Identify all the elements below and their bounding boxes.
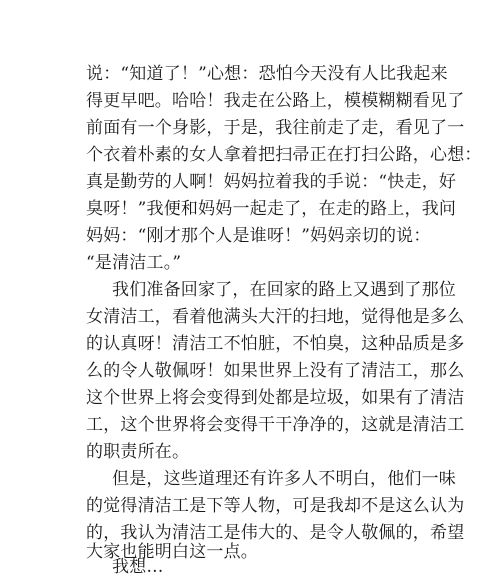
paragraph-first-line: 但是，这些道理还有许多人不明白，他们一味 [112, 469, 456, 489]
text-line: 的，我认为清洁工是伟大的、是令人敬佩的，希望 [86, 523, 465, 543]
text-line: 女清洁工，看着他满头大汗的扫地，觉得他是多么 [86, 307, 465, 327]
text-line: 的觉得清洁工是下等人物，可是我却不是这么认为 [86, 496, 465, 516]
text-line: 妈妈：“刚才那个人是谁呀！”妈妈亲切的说： [86, 226, 431, 246]
text-line: 臭呀！”我便和妈妈一起走了，在走的路上，我问 [86, 199, 457, 219]
cut-off-line-container [112, 556, 466, 577]
text-line: 么的令人敬佩呀！如果世界上没有了清洁工，那么 [86, 361, 465, 381]
text-line: 真是勤劳的人啊！妈妈拉着我的手说：“快走，好 [86, 172, 457, 192]
text-line: 大家也能明白这一点。 [86, 542, 258, 562]
text-line: 得更早吧。哈哈！我走在公路上，模模糊糊看见了 [86, 91, 465, 111]
cut-off-text-line: 我想… [112, 557, 164, 577]
paragraph-first-line: 我们准备回家了，在回家的路上又遇到了那位 [112, 280, 456, 300]
text-line: 这个世界上将会变得到处都是垃圾，如果有了清洁 [86, 388, 465, 408]
text-line: 个衣着朴素的女人拿着把扫帚正在打扫公路，心想： [86, 145, 482, 165]
text-line: 的职责所在。 [86, 442, 190, 462]
text-line: 工，这个世界将会变得干干净净的，这就是清洁工 [86, 415, 465, 435]
text-line: 前面有一个身影，于是，我往前走了走，看见了一 [86, 118, 465, 138]
text-line: “是清洁工。” [86, 253, 182, 273]
text-line: 说：“知道了！”心想：恐怕今天没有人比我起来 [86, 64, 448, 84]
text-line: 的认真呀！清洁工不怕脏，不怕臭，这种品质是多 [86, 334, 465, 354]
